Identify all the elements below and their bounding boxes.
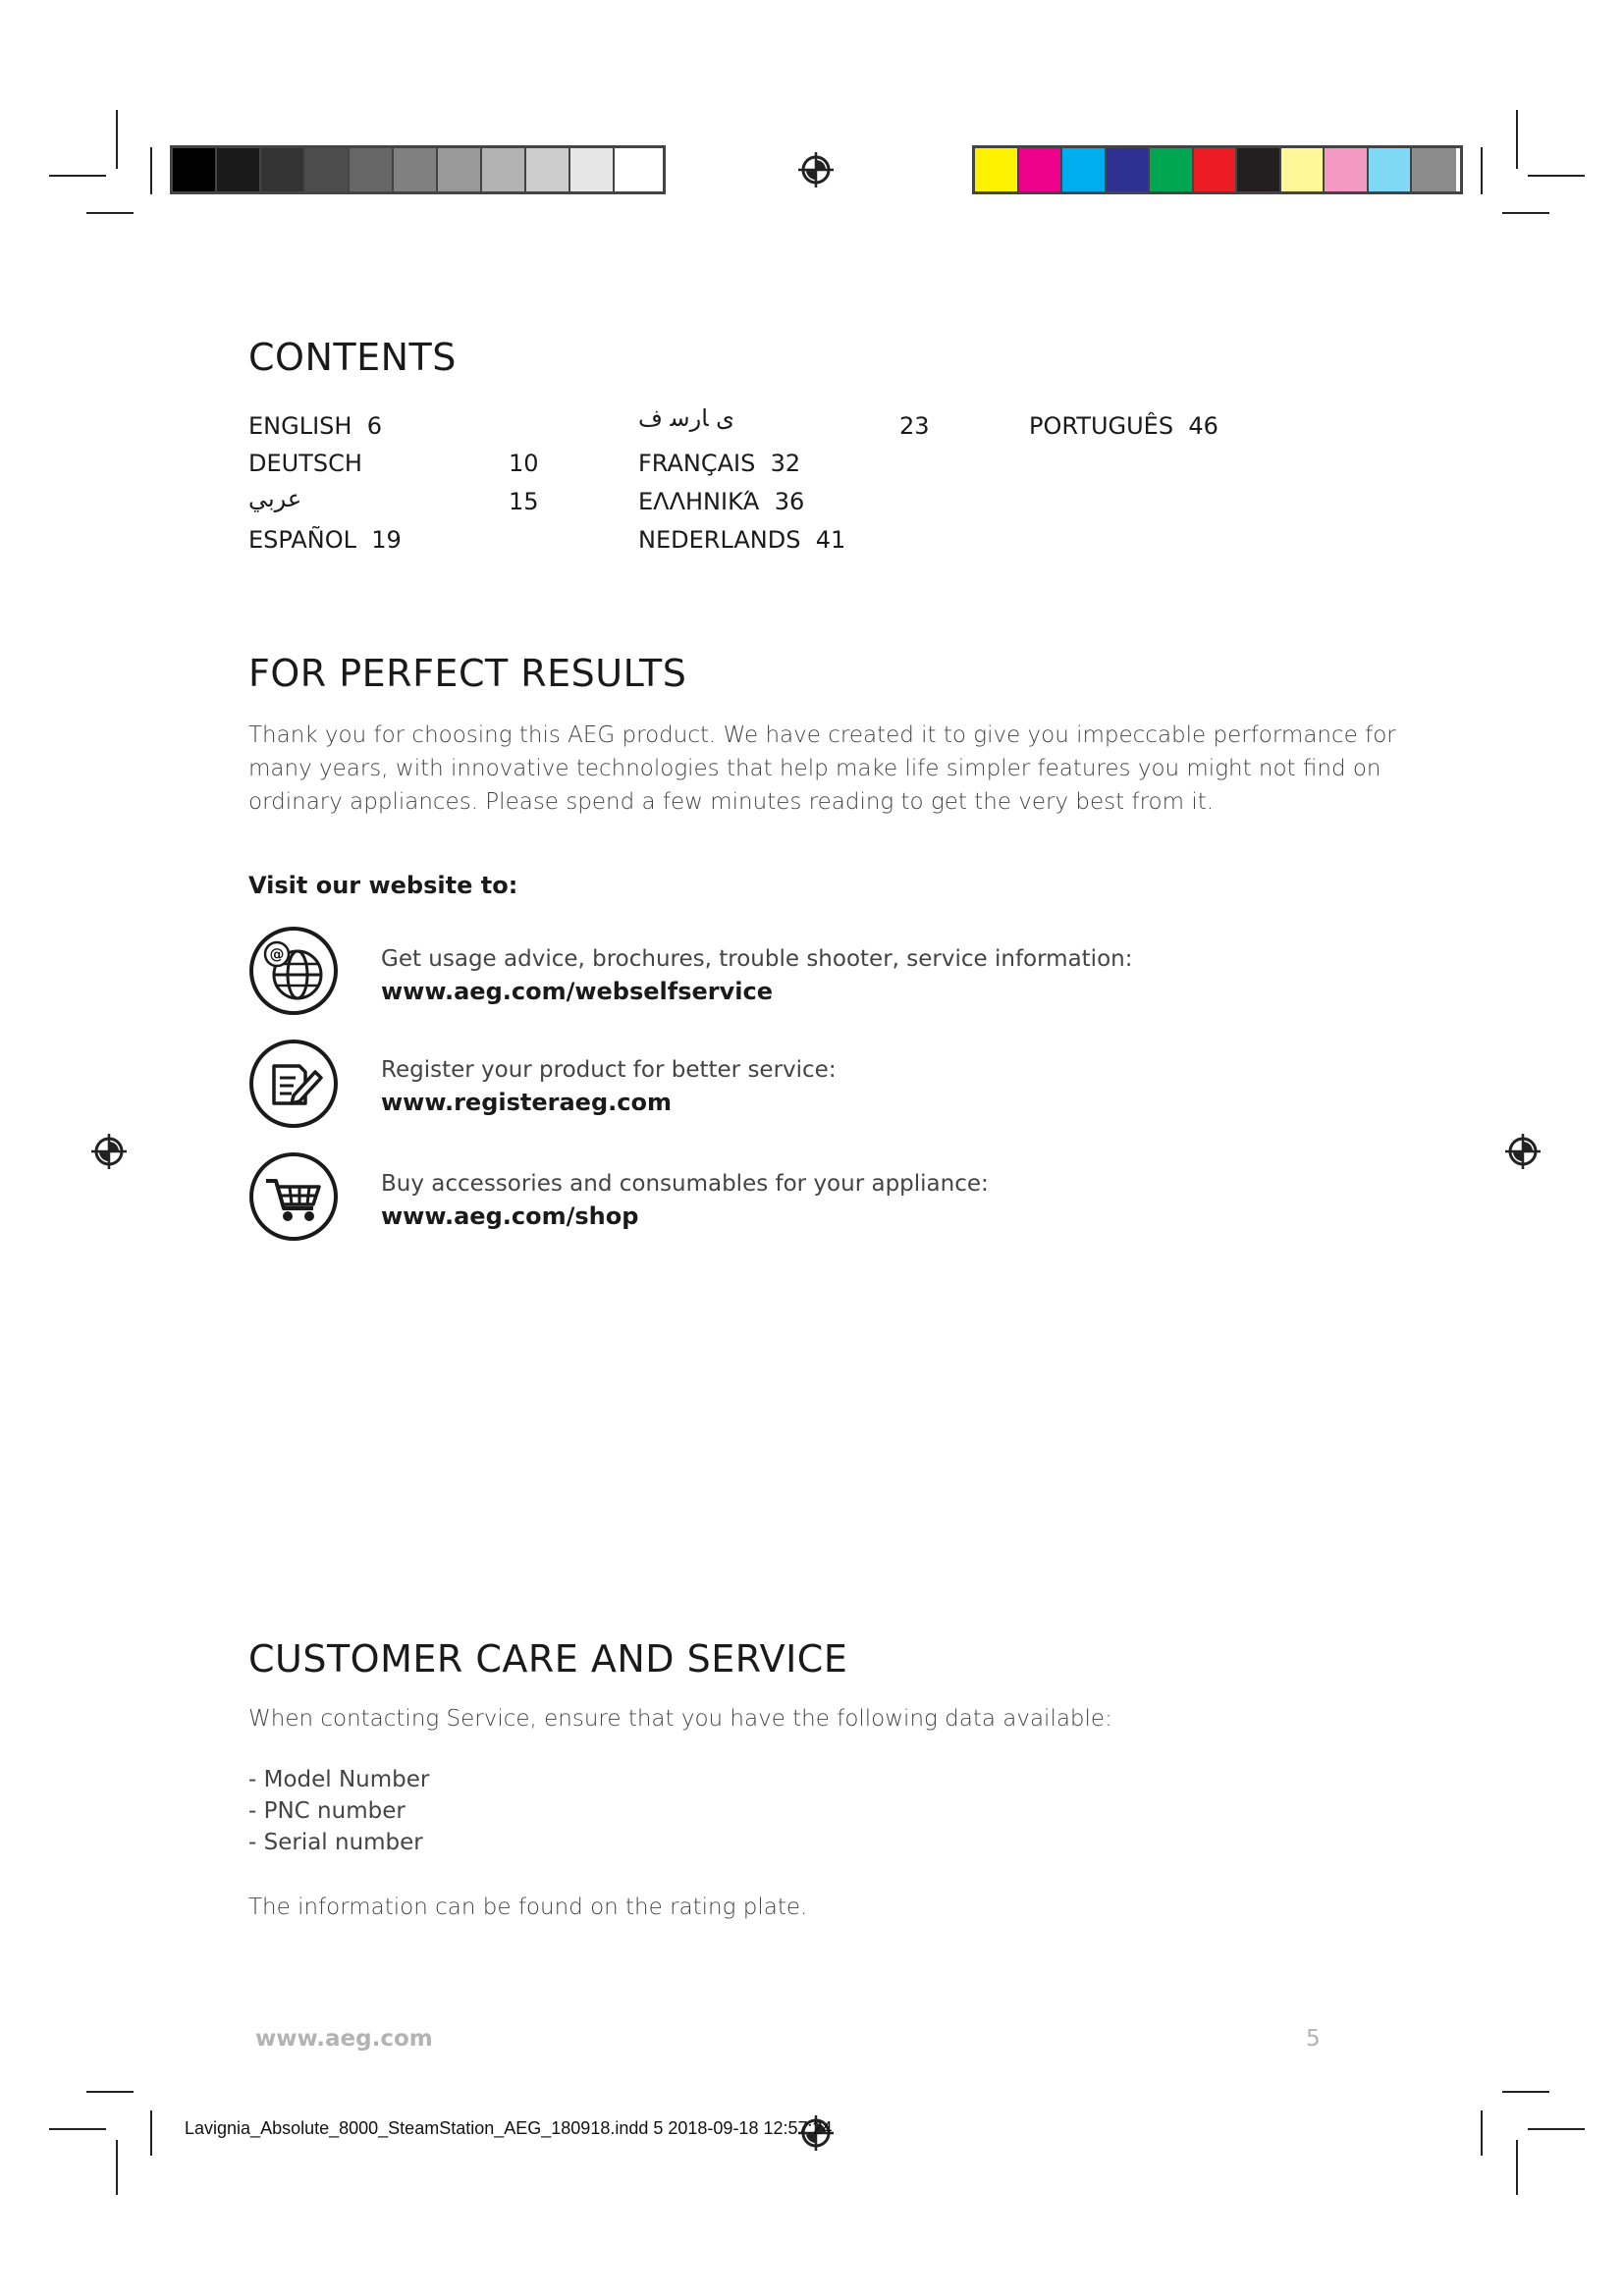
intro-line: Thank you for choosing this AEG product. We have created it to give you impeccable performance for [248,722,1396,748]
crop-mark [1528,175,1585,177]
crop-mark [49,2128,106,2130]
color-swatch [350,148,394,191]
toc-entry-nederlands[interactable] [638,526,845,554]
color-swatch [570,148,615,191]
toc-label: ENGLISH [248,412,352,440]
intro-line: many years, with innovative technologies that help make life simpler features you might not find on [248,756,1381,781]
print-slug: Lavignia_Absolute_8000_SteamStation_AEG_180918.indd 5 2018-09-18 12:57:24 [185,2118,833,2138]
toc-entry-deutsch[interactable] [248,450,362,477]
shopping-cart-icon [248,1151,339,1242]
toc-label: عربي [248,485,302,512]
crop-mark [86,212,134,214]
globe-at-icon [248,926,339,1016]
rating-plate-note: The information can be found on the rating plate. [248,1895,808,1920]
crop-mark [150,147,152,194]
color-swatch [438,148,482,191]
crop-mark [1528,2128,1585,2130]
color-swatch [1281,148,1326,191]
perfect-results-title: FOR PERFECT RESULTS [248,652,687,695]
toc-page: 10 [509,450,539,477]
crop-mark [1516,2140,1518,2195]
link-description: Get usage advice, brochures, trouble shooter, service information: [381,946,1133,972]
crop-mark [1481,2110,1483,2156]
toc-page: 36 [774,488,805,515]
toc-entry-espanol[interactable] [248,526,402,554]
color-swatch [1369,148,1413,191]
intro-paragraph [248,719,1396,819]
link-description: Register your product for better service: [381,1057,837,1083]
registration-mark-icon [89,1132,129,1171]
list-item: - Serial number [248,1830,423,1855]
toc-entry-greek[interactable] [638,488,804,515]
visit-website-label: Visit our website to: [248,872,518,899]
color-swatch [1412,148,1456,191]
color-swatch [394,148,438,191]
crop-mark [116,110,118,169]
toc-entry-francais[interactable] [638,450,800,477]
customer-care-title: CUSTOMER CARE AND SERVICE [248,1637,848,1681]
customer-care-intro: When contacting Service, ensure that you have the following data available: [248,1706,1112,1732]
registration-mark-icon [796,150,836,189]
shop-link[interactable]: www.aeg.com/shop [381,1202,639,1230]
color-swatch [1019,148,1063,191]
crop-mark [1502,212,1549,214]
toc-label: FRANÇAIS [638,450,756,477]
page-number: 5 [1306,2026,1321,2052]
color-swatch [1062,148,1107,191]
toc-page: 23 [899,412,930,440]
toc-label: ESPAÑOL [248,526,356,554]
color-swatch [1325,148,1369,191]
register-pen-icon [248,1039,339,1129]
toc-page: 41 [815,526,846,554]
crop-mark [49,175,106,177]
color-swatch [173,148,217,191]
list-item: - PNC number [248,1798,406,1824]
toc-entry-english[interactable] [248,412,382,440]
toc-entry-arabic[interactable] [248,485,301,512]
color-swatch [526,148,570,191]
svg-text:@: @ [269,945,285,963]
crop-mark [1516,110,1518,169]
register-product-link[interactable]: www.registeraeg.com [381,1089,672,1116]
webselfservice-link[interactable]: www.aeg.com/webselfservice [381,978,773,1005]
crop-mark [86,2091,134,2093]
crop-mark [116,2140,118,2195]
toc-page: 15 [509,488,539,515]
toc-label: DEUTSCH [248,450,362,477]
crop-mark [1502,2091,1549,2093]
toc-entry-farsi[interactable] [638,404,815,432]
color-swatch [615,148,659,191]
color-swatch [305,148,350,191]
grayscale-calibration-strip [170,145,666,194]
link-description: Buy accessories and consumables for your appliance: [381,1171,989,1197]
intro-line: ordinary appliances. Please spend a few minutes reading to get the very best from it. [248,789,1215,815]
color-swatch [1107,148,1151,191]
color-swatch [217,148,261,191]
toc-page: 32 [770,450,801,477]
color-swatch [1237,148,1281,191]
list-item: - Model Number [248,1767,430,1792]
toc-page: 6 [366,412,382,440]
color-swatch [975,148,1019,191]
color-calibration-strip [972,145,1463,194]
crop-mark [1481,147,1483,194]
toc-page: 46 [1188,412,1218,440]
color-swatch [261,148,305,191]
toc-label: PORTUGUÊS [1029,412,1174,440]
contents-title: CONTENTS [248,336,457,379]
toc-label: ΕΛΛΗΝΙΚΆ [638,488,760,515]
toc-label: NEDERLANDS [638,526,801,554]
toc-label: ى ﺎرﺳ ف [638,404,734,432]
registration-mark-icon [1503,1132,1543,1171]
color-swatch [482,148,526,191]
toc-entry-portugues[interactable] [1029,412,1218,440]
crop-mark [150,2110,152,2156]
footer-website-link[interactable]: www.aeg.com [255,2026,433,2052]
color-swatch [1150,148,1194,191]
toc-page: 19 [371,526,402,554]
color-swatch [1194,148,1238,191]
